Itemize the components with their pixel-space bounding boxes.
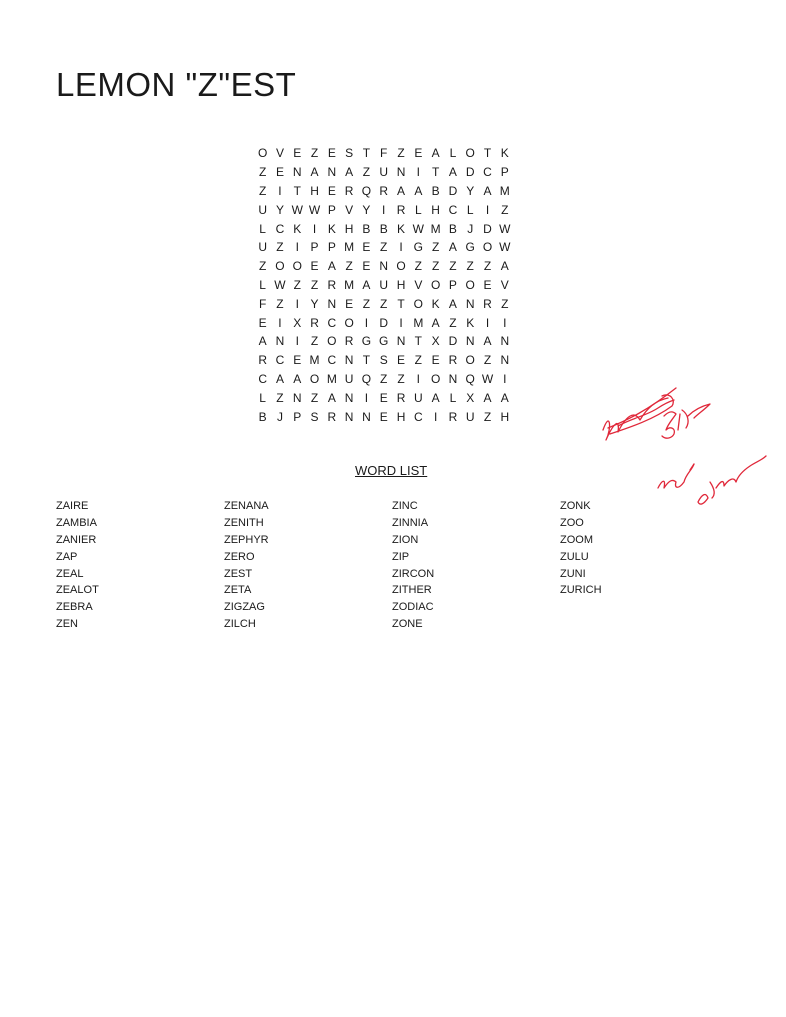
grid-letter: R	[448, 353, 458, 368]
grid-letter: T	[293, 183, 301, 198]
word-list-item: ZONK	[560, 500, 591, 512]
word-list-item: ZINC	[392, 500, 418, 512]
word-list-item: ZIGZAG	[224, 601, 265, 614]
grid-letter: I	[278, 315, 282, 330]
grid-letter: F	[258, 296, 267, 311]
grid-letter: A	[500, 259, 509, 274]
grid-letter: E	[293, 146, 302, 161]
grid-letter: R	[448, 409, 458, 424]
grid-letter: T	[414, 334, 422, 349]
grid-letter: G	[413, 240, 423, 255]
grid-letter: A	[310, 165, 319, 180]
grid-letter: O	[465, 277, 475, 292]
grid-letter: Z	[276, 390, 284, 405]
grid-letter: D	[379, 315, 389, 330]
grid-letter: S	[345, 146, 354, 161]
grid-letter: E	[362, 259, 371, 274]
grid-letter: Z	[310, 334, 319, 349]
grid-letter: N	[344, 409, 354, 424]
grid-letter: Z	[345, 259, 353, 274]
word-list-column	[392, 498, 434, 633]
grid-letter: R	[327, 409, 337, 424]
grid-letter: U	[258, 240, 267, 255]
grid-letter: T	[483, 146, 492, 161]
grid-letter: Z	[501, 202, 509, 217]
letter-grid	[254, 144, 513, 426]
grid-letter: Z	[276, 240, 284, 255]
grid-letter: K	[466, 315, 475, 330]
grid-letter: I	[399, 240, 403, 255]
grid-letter: E	[327, 146, 336, 161]
grid-letter: A	[293, 371, 302, 386]
grid-row	[254, 407, 513, 426]
grid-letter: H	[396, 277, 406, 292]
grid-letter: E	[362, 240, 371, 255]
grid-letter: T	[362, 353, 371, 368]
scribble-stroke	[658, 464, 694, 488]
grid-letter: H	[310, 183, 319, 198]
grid-letter: I	[295, 240, 299, 255]
grid-letter: Z	[380, 240, 388, 255]
grid-letter: I	[295, 334, 299, 349]
grid-letter: I	[364, 390, 369, 405]
grid-letter: A	[275, 371, 284, 386]
grid-letter: A	[431, 390, 440, 405]
grid-letter: M	[326, 371, 337, 386]
grid-letter: U	[258, 202, 267, 217]
grid-letter: I	[295, 296, 299, 311]
scribble-stroke	[716, 456, 766, 488]
page-title: LEMON "Z"EST	[56, 66, 297, 103]
grid-letter: P	[327, 240, 336, 255]
grid-letter: B	[448, 221, 457, 236]
grid-letter: N	[292, 390, 302, 405]
grid-letter: T	[362, 146, 371, 161]
grid-row	[254, 257, 513, 276]
grid-letter: I	[312, 221, 317, 236]
grid-letter: X	[293, 315, 302, 330]
word-list-item: ZEALOT	[56, 584, 99, 597]
grid-letter: T	[431, 165, 440, 180]
grid-letter: Z	[483, 259, 492, 274]
grid-letter: A	[448, 165, 457, 180]
word-list-item: ZANIER	[56, 533, 97, 546]
grid-letter: Z	[258, 183, 267, 198]
word-list-item: ZIRCON	[392, 567, 435, 580]
grid-letter: E	[414, 146, 423, 161]
grid-letter: B	[362, 221, 371, 236]
word-list-item: ZIP	[392, 550, 410, 563]
grid-letter: Z	[258, 165, 267, 180]
grid-letter: E	[379, 409, 388, 424]
grid-letter: X	[466, 390, 475, 405]
grid-letter: C	[483, 165, 492, 180]
grid-letter: Z	[362, 296, 371, 311]
grid-letter: A	[483, 334, 492, 349]
grid-letter: D	[465, 165, 475, 180]
grid-letter: P	[293, 409, 302, 424]
scribble-stroke	[678, 404, 710, 430]
word-list-item: ZEST	[224, 567, 253, 580]
grid-letter: E	[275, 165, 284, 180]
grid-letter: R	[483, 296, 492, 311]
grid-letter: R	[327, 277, 337, 292]
grid-letter: Z	[380, 371, 388, 386]
grid-letter: Z	[501, 296, 509, 311]
grid-letter: J	[276, 409, 283, 424]
grid-letter: I	[433, 409, 438, 424]
grid-letter: Y	[310, 296, 319, 311]
grid-letter: C	[327, 315, 337, 330]
grid-letter: N	[396, 334, 406, 349]
grid-row	[254, 388, 513, 407]
word-list-item: ZONE	[392, 618, 423, 631]
grid-letter: R	[396, 202, 406, 217]
grid-letter: N	[275, 334, 285, 349]
grid-letter: L	[259, 277, 266, 292]
grid-letter: Z	[276, 296, 284, 311]
grid-letter: V	[414, 277, 423, 292]
grid-letter: T	[397, 296, 405, 311]
grid-letter: P	[327, 202, 336, 217]
grid-letter: E	[327, 183, 336, 198]
grid-letter: R	[344, 334, 354, 349]
word-list-item: ZILCH	[224, 618, 256, 631]
grid-row	[254, 163, 513, 182]
grid-letter: U	[379, 277, 389, 292]
grid-letter: Q	[465, 371, 475, 386]
grid-row	[254, 219, 513, 238]
grid-letter: E	[345, 296, 354, 311]
grid-letter: C	[275, 353, 285, 368]
grid-letter: L	[466, 202, 474, 217]
grid-letter: W	[499, 221, 511, 236]
grid-letter: M	[413, 315, 424, 330]
grid-letter: G	[379, 334, 389, 349]
grid-letter: M	[344, 277, 355, 292]
grid-letter: W	[291, 202, 303, 217]
word-list-item: ZERO	[224, 550, 255, 563]
grid-letter: I	[503, 371, 507, 386]
grid-letter: K	[500, 146, 509, 161]
grid-row	[254, 370, 513, 389]
word-list-item: ZOOM	[560, 533, 593, 546]
scribble-stroke	[618, 400, 674, 426]
grid-letter: A	[362, 277, 371, 292]
grid-letter: P	[500, 165, 509, 180]
grid-letter: E	[310, 259, 319, 274]
grid-letter: A	[327, 390, 336, 405]
grid-letter: C	[258, 371, 267, 386]
word-list-item: ZAIRE	[56, 500, 89, 512]
grid-letter: C	[413, 409, 423, 424]
grid-letter: G	[465, 240, 475, 255]
grid-letter: N	[448, 371, 458, 386]
grid-letter: Z	[414, 353, 422, 368]
grid-letter: C	[448, 202, 458, 217]
grid-letter: M	[344, 240, 355, 255]
grid-letter: F	[380, 146, 388, 161]
grid-letter: Z	[293, 277, 301, 292]
grid-letter: V	[275, 146, 284, 161]
grid-letter: W	[412, 221, 424, 236]
grid-letter: R	[344, 183, 354, 198]
grid-letter: D	[483, 221, 492, 236]
grid-letter: E	[431, 353, 440, 368]
grid-letter: Z	[449, 315, 457, 330]
grid-letter: N	[327, 165, 337, 180]
grid-letter: A	[483, 390, 492, 405]
word-list-column	[56, 498, 99, 633]
grid-letter: Z	[449, 259, 457, 274]
grid-letter: K	[293, 221, 302, 236]
grid-letter: A	[345, 165, 354, 180]
grid-letter: P	[448, 277, 457, 292]
word-list-item: ZEN	[56, 618, 78, 631]
grid-letter: X	[431, 334, 440, 349]
grid-letter: A	[397, 183, 406, 198]
grid-letter: O	[257, 146, 268, 161]
grid-letter: A	[448, 240, 457, 255]
grid-letter: Y	[362, 202, 371, 217]
grid-letter: O	[465, 353, 475, 368]
grid-letter: E	[379, 390, 388, 405]
grid-row	[254, 276, 513, 295]
grid-letter: S	[379, 353, 388, 368]
grid-letter: R	[258, 353, 267, 368]
grid-row	[254, 200, 513, 219]
grid-letter: N	[379, 259, 389, 274]
grid-letter: Q	[361, 183, 372, 198]
word-list-item: ZEBRA	[56, 601, 93, 614]
grid-letter: H	[431, 202, 440, 217]
grid-letter: D	[448, 334, 458, 349]
grid-letter: A	[448, 296, 457, 311]
grid-row	[254, 182, 513, 201]
grid-letter: U	[465, 409, 475, 424]
grid-letter: I	[416, 165, 420, 180]
grid-letter: L	[259, 221, 266, 236]
grid-letter: Z	[414, 259, 422, 274]
word-list-item: ZAMBIA	[56, 516, 97, 529]
word-list-item: ZETA	[224, 584, 252, 597]
grid-letter: R	[379, 183, 389, 198]
grid-row	[254, 332, 513, 351]
grid-letter: N	[500, 334, 510, 349]
grid-letter: Z	[397, 146, 405, 161]
grid-letter: H	[500, 409, 510, 424]
handwritten-annotation	[598, 370, 778, 520]
grid-letter: O	[465, 146, 475, 161]
scribble-stroke	[698, 482, 714, 504]
grid-letter: Z	[258, 259, 267, 274]
grid-letter: H	[396, 409, 406, 424]
grid-row	[254, 351, 513, 370]
grid-letter: A	[500, 390, 509, 405]
grid-letter: N	[396, 165, 406, 180]
grid-letter: P	[310, 240, 319, 255]
grid-letter: Z	[380, 296, 388, 311]
grid-letter: E	[293, 353, 302, 368]
word-list-item: ZION	[392, 533, 419, 546]
grid-letter: M	[309, 353, 320, 368]
grid-letter: U	[413, 390, 423, 405]
grid-letter: A	[414, 183, 423, 198]
grid-letter: I	[485, 202, 490, 217]
grid-letter: R	[396, 390, 406, 405]
grid-letter: O	[327, 334, 337, 349]
grid-letter: E	[258, 315, 267, 330]
grid-letter: U	[344, 371, 354, 386]
word-list-item: ZITHER	[392, 584, 432, 597]
grid-letter: K	[397, 221, 406, 236]
grid-letter: L	[259, 390, 266, 405]
grid-letter: I	[278, 183, 282, 198]
grid-row	[254, 313, 513, 332]
word-list-item: ZODIAC	[392, 601, 434, 614]
grid-letter: V	[500, 277, 509, 292]
grid-row	[254, 294, 513, 313]
grid-letter: J	[467, 221, 474, 236]
grid-letter: B	[258, 409, 267, 424]
grid-letter: A	[431, 315, 440, 330]
grid-letter: Z	[310, 390, 319, 405]
grid-letter: N	[327, 296, 337, 311]
word-list-item: ZENITH	[224, 516, 264, 529]
word-list-item: ZEAL	[56, 567, 84, 580]
grid-letter: H	[344, 221, 354, 236]
grid-letter: O	[292, 259, 302, 274]
grid-letter: O	[275, 259, 285, 274]
grid-letter: Z	[483, 353, 492, 368]
grid-letter: C	[275, 221, 285, 236]
grid-letter: K	[327, 221, 336, 236]
word-list-item: ZURICH	[560, 584, 602, 597]
grid-letter: I	[364, 315, 369, 330]
word-list-item: ZEPHYR	[224, 533, 269, 546]
grid-letter: Z	[310, 146, 319, 161]
grid-letter: W	[481, 371, 494, 386]
grid-letter: N	[465, 296, 475, 311]
word-list-item: ZINNIA	[392, 516, 429, 529]
grid-row	[254, 238, 513, 257]
grid-letter: V	[345, 202, 354, 217]
grid-letter: B	[379, 221, 388, 236]
grid-letter: O	[309, 371, 320, 386]
grid-letter: O	[482, 240, 493, 255]
grid-letter: B	[431, 183, 440, 198]
grid-letter: D	[448, 183, 458, 198]
grid-letter: I	[503, 315, 507, 330]
grid-letter: Q	[361, 371, 372, 386]
grid-letter: N	[465, 334, 475, 349]
scribble-stroke	[662, 412, 676, 438]
grid-letter: O	[344, 315, 354, 330]
grid-letter: U	[379, 165, 389, 180]
word-list-item: ZULU	[560, 550, 589, 563]
grid-letter: I	[416, 371, 420, 386]
grid-letter: G	[361, 334, 372, 349]
grid-letter: N	[344, 390, 354, 405]
word-list-item: ZUNI	[560, 567, 586, 580]
grid-letter: A	[431, 146, 440, 161]
word-list-column	[560, 498, 602, 599]
grid-letter: I	[485, 315, 490, 330]
grid-letter: S	[310, 409, 319, 424]
grid-letter: K	[431, 296, 440, 311]
grid-letter: Y	[275, 202, 284, 217]
grid-letter: M	[499, 183, 510, 198]
grid-letter: Z	[483, 409, 492, 424]
grid-row	[254, 144, 513, 163]
grid-letter: Z	[466, 259, 474, 274]
grid-letter: C	[327, 353, 337, 368]
grid-letter: Z	[431, 259, 440, 274]
grid-letter: N	[292, 165, 302, 180]
word-list-column	[224, 498, 269, 633]
grid-letter: W	[274, 277, 286, 292]
grid-letter: N	[362, 409, 371, 424]
grid-letter: R	[310, 315, 319, 330]
grid-letter: L	[449, 390, 457, 405]
grid-letter: A	[483, 183, 492, 198]
grid-letter: A	[327, 259, 336, 274]
grid-letter: N	[344, 353, 354, 368]
grid-letter: M	[430, 221, 441, 236]
grid-letter: O	[430, 277, 441, 292]
grid-letter: I	[382, 202, 386, 217]
grid-letter: Z	[397, 371, 405, 386]
word-list-item: ZENANA	[224, 500, 269, 512]
grid-letter: E	[397, 353, 406, 368]
grid-letter: I	[399, 315, 403, 330]
grid-letter: O	[430, 371, 441, 386]
grid-letter: Z	[431, 240, 440, 255]
grid-letter: A	[258, 334, 267, 349]
grid-letter: W	[308, 202, 321, 217]
grid-letter: E	[483, 277, 492, 292]
grid-letter: N	[500, 353, 510, 368]
grid-letter: O	[396, 259, 406, 274]
grid-letter: W	[499, 240, 511, 255]
grid-letter: Y	[466, 183, 475, 198]
grid-letter: O	[413, 296, 423, 311]
grid-letter: Z	[310, 277, 319, 292]
word-list-item: ZAP	[56, 550, 78, 563]
grid-letter: L	[414, 202, 422, 217]
word-list-item: ZOO	[560, 516, 584, 529]
word-list-heading: WORD LIST	[355, 463, 428, 478]
grid-letter: Z	[362, 165, 371, 180]
grid-letter: L	[449, 146, 457, 161]
